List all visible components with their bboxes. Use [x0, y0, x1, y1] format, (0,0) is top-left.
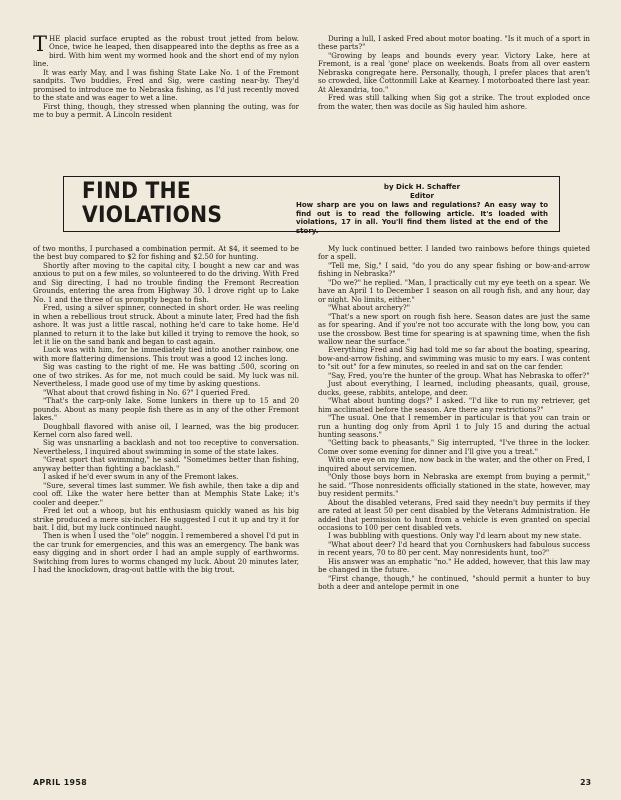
- title-line-1: FIND THE: [82, 178, 191, 204]
- drop-cap: T: [33, 35, 48, 56]
- author-role: Editor: [409, 190, 435, 200]
- paragraph: Fred was still talking when Sig got a strike. The trout exploded once from the water, then was docile as Sig hauled him ashore.: [318, 93, 590, 111]
- paragraph: "What about deer? I'd heard that you Cornhuskers had fabulous success in recent years, 70 to 80 per cent. May nonresidents hunt, too?": [318, 539, 590, 558]
- paragraph: "That's a new sport on rough fish here. Season dates are just the same as for spearing. And if you're not too accurate with the long bow, you can use the crossbow. Best time for spearing is at spawning time, when the fish wallow near the surface.": [318, 311, 590, 346]
- paragraph: of two months, I purchased a combination permit. At $4, it seemed to be the best buy compared to $2 for fishing and $2.50 for hunting.: [33, 245, 299, 262]
- paragraph: I was bubbling with questions. Only way I'd learn about my new state.: [328, 531, 582, 541]
- paragraph: His answer was an emphatic "no." He added, however, that this law may be changed in the future.: [318, 556, 590, 575]
- paragraph: Luck was with him, for he immediately tied into another rainbow, one with more flattering dimensions. This trout was a good 12 inches long.: [33, 345, 299, 363]
- opening-paragraph: [33, 35, 299, 69]
- paragraph: It was early May, and I was fishing State Lake No. 1 of the Fremont sandpits. Two buddies, Fred and Sig, were casting near-by. They'd promised to introduce me to Nebraska fishing, as I'd just recently moved to the state and was eager to wet a line.: [33, 67, 299, 103]
- paragraph: About the disabled veterans, Fred said they needn't buy permits if they are rated at least 50 per cent disabled by the Veterans Administration. He added that permission to hunt from a vehicle is even granted on special occasions to 100 per cent disabled vets.: [318, 497, 590, 532]
- paragraph: "Tell me, Sig," I said, "do you do any spear fishing or bow-and-arrow fishing in Nebraska?": [318, 260, 590, 279]
- page-number: 23: [580, 778, 591, 787]
- title-line-2: VIOLATIONS: [82, 201, 223, 228]
- intro-text: How sharp are you on laws and regulations? An easy way to find out is to read the following article. It's loaded with violations, 17 in all. You'll find them listed at the end of the story.: [296, 201, 548, 235]
- paragraph: Just about everything, I learned, including pheasants, quail, grouse, ducks, geese, rabbits, antelope, and deer.: [318, 379, 590, 397]
- paragraph: Fred let out a whoop, but his enthusiasm quickly waned as his big strike produced a mere six-incher. He suggested I cut it up and try it for bait. I did, but my luck continued naught.: [33, 506, 299, 532]
- paragraph: Everything Fred and Sig had told me so far about the boating, spearing, bow-and-arrow fishing, and swimming was music to my ears. I was content to "sit out" for a few minutes, so reeled in and sat on the car fender.: [318, 345, 590, 372]
- byline: by Dick H. Schaffer: [383, 182, 461, 191]
- paragraph: "Say, Fred, you're the hunter of the group. What has Nebraska to offer?": [328, 370, 590, 380]
- paragraph: Sig was casting to the right of me. He was batting .500, scoring on one of two strikes. As for me, not much could be said. My luck was nil. Nevertheless, I made good use of my time by asking questions.: [33, 362, 299, 389]
- paragraph: With one eye on my line, now back in the water, and the other on Fred, I inquired about servicemen.: [318, 455, 590, 473]
- paragraph: Shortly after moving to the capital city, I bought a new car and was anxious to put on a few miles, so volunteered to do the driving. With Fred and Sig directing, I had no trouble finding the Fremont Recreation Grounds, entering the area from Highway 30. I drove right up to Lake No. 1 and the three of us promptly began to fish.: [33, 260, 299, 304]
- article-title: [82, 180, 280, 227]
- paragraph: "Only those boys born in Nebraska are exempt from buying a permit," he said. "Those nonresidents officially stationed in the state, however, may buy resident permits.": [318, 472, 590, 499]
- paragraph: "What about hunting dogs?" I asked. "I'd like to run my retriever, get him acclimated before the season. Are there any restrictions?": [318, 396, 590, 414]
- paragraph: "The usual. One that I remember in particular is that you can train or run a hunting dog only from April 1 to July 15 and during the actual hunting seasons.": [318, 413, 590, 439]
- bottom-right-column: [318, 245, 590, 760]
- paragraph: "That's the carp-only lake. Some lunkers in there up to 15 and 20 pounds. About as many people fish there as in any of the other Fremont lakes.": [33, 396, 299, 423]
- paragraph: "Sure, several times last summer. We fish awhile, then take a dip and cool off. Like the water here better than at Memphis State Lake; it's cooler and deeper.": [33, 480, 299, 507]
- paragraph: "First change, though," he continued, "should permit a hunter to buy both a deer and antelope permit in one: [318, 573, 590, 592]
- paragraph: "What about that crowd fishing in No. 6?" I queried Fred.: [43, 387, 251, 397]
- title-box: [63, 176, 560, 235]
- issue-date: APRIL 1958: [33, 778, 88, 787]
- paragraph: "Great sport that swimming," he said. "Sometimes better than fishing, anyway better than fighting a backlash.": [33, 455, 299, 473]
- paragraph: "Getting back to pheasants," Sig interrupted, "I've three in the locker. Come over some evening for dinner and I'll give you a treat.": [318, 438, 590, 456]
- top-left-column: [33, 35, 299, 165]
- top-right-column: [318, 35, 590, 165]
- paragraph: Fred, using a silver spinner, connected in short order. He was reeling in when a rebellious trout struck. About a minute later, Fred had the fish ashore. It was just a little rascal, nothing he'd care to take home. He'd planned to return it to the lake but killed it trying to remove the hook, so let it lie on the sand bank and began to cast again.: [33, 303, 299, 346]
- paragraph: "Do we?" he replied. "Man, I practically cut my eye teeth on a spear. We have an April 1 to December 1 season on all rough fish, and any hour, day or night. No limits, either.": [318, 277, 590, 304]
- paragraph: Sig was unsnarling a backlash and not too receptive to conversation. Nevertheless, I inquired about swimming in some of the state lakes.: [33, 438, 299, 456]
- paragraph: "Growing by leaps and bounds every year. Victory Lake, here at Fremont, is a real 'gone' place on weekends. Boats from all over eastern Nebraska congregate here. Personally, though, I prefer places that aren't so crowded, like Cottonmill Lake at Kearney. I motorboated there last year. At Alexandria, too.": [318, 50, 590, 94]
- paragraph: Then is when I used the "ole" noggin. I remembered a shovel I'd put in the car trunk for emergencies, and this was an emergency. The bank was easy digging and in short order I had an ample supply of earthworms. Switching from lures to worms changed my luck. About 20 minutes later, I had the knockdown, drag-out battle with the big trout.: [33, 531, 299, 575]
- paragraph: Doughball flavored with anise oil, I learned, was the big producer. Kernel corn also fared well.: [33, 421, 299, 439]
- paragraph: My luck continued better. I landed two rainbows before things quieted for a spell.: [318, 245, 590, 262]
- opening-text: HE placid surface erupted as the robust trout jetted from below. Once, twice he leaped, then disappeared into the depths as free as a bird. With him went my wormed hook and the short end of my nylon line.: [33, 35, 299, 69]
- title-box-text: [296, 183, 548, 235]
- paragraph: "What about archery?": [328, 303, 410, 313]
- paragraph: First thing, though, they stressed when planning the outing, was for me to buy a permit. A Lincoln resident: [33, 101, 299, 120]
- bottom-left-column: [33, 245, 299, 760]
- paragraph: During a lull, I asked Fred about motor boating. "Is it much of a sport in these parts?": [318, 35, 590, 52]
- paragraph: I asked if he'd ever swum in any of the Fremont lakes.: [43, 472, 239, 482]
